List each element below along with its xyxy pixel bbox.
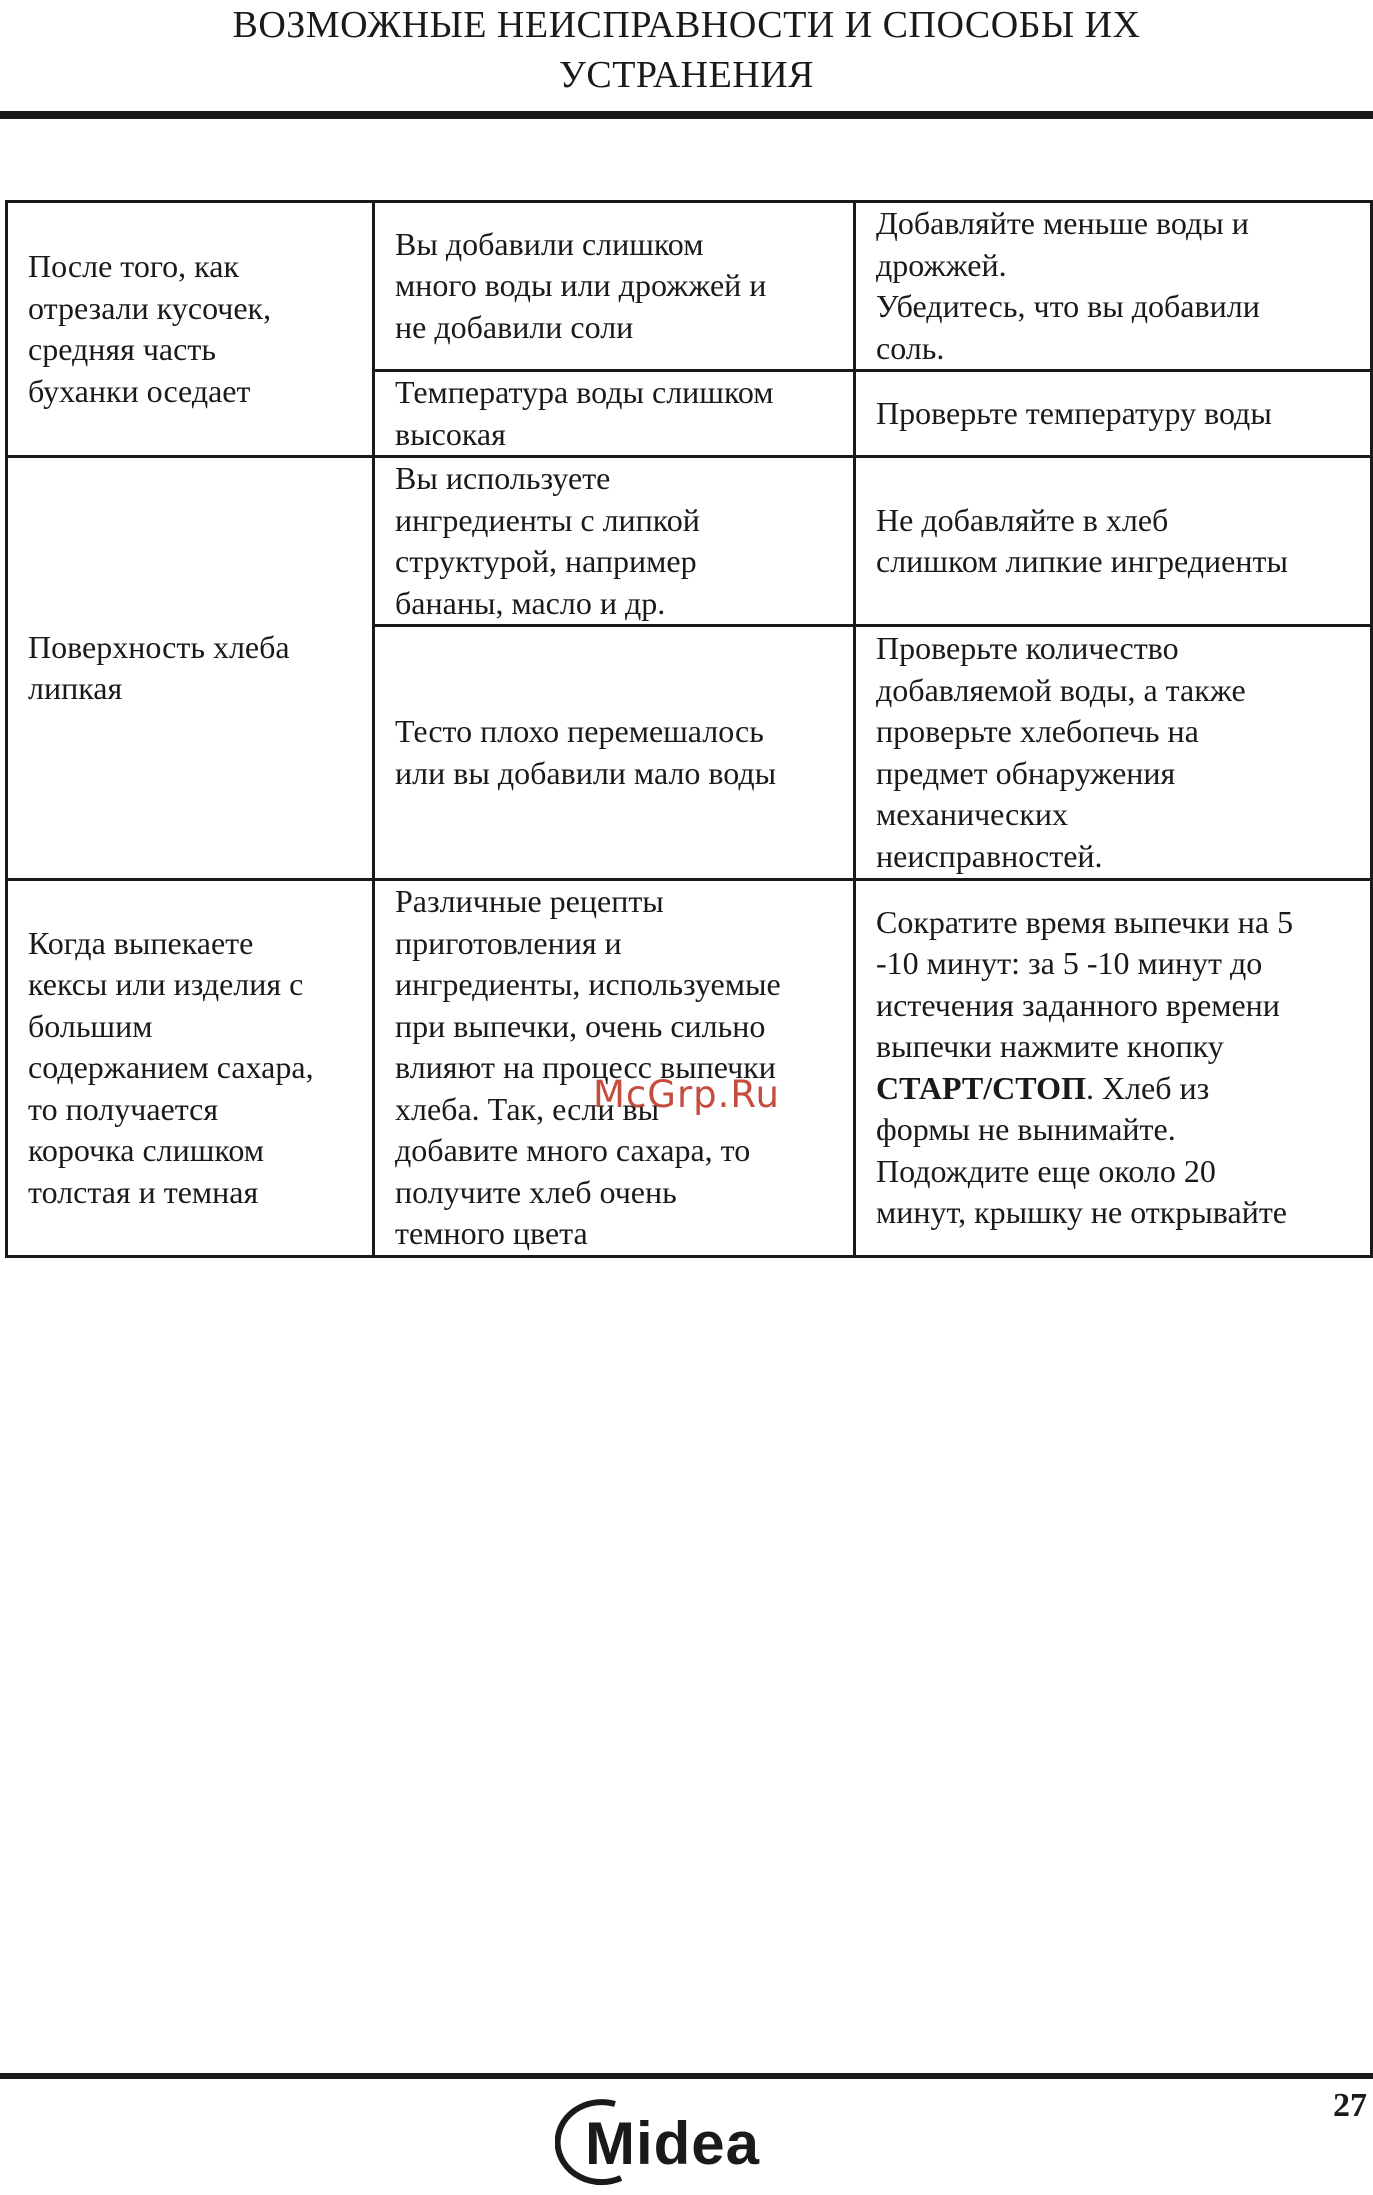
page-title-line-2: УСТРАНЕНИЯ	[558, 54, 815, 96]
page-title	[0, 0, 1373, 100]
cause-cell: Различные рецепты приготовления и ингредиенты, используемые при выпечки, очень сильно влияют на процесс выпечки хлеба. Так, если вы добавите много сахара, то получите хлеб очень темного цвета	[374, 880, 855, 1257]
solution-cell: Сократите время выпечки на 5 -10 минут: за 5 -10 минут до истечения заданного времени выпечки нажмите кнопку СТАРТ/СТОП. Хлеб из формы не вынимайте. Подождите еще около 20 минут, крышку не открывайте	[855, 880, 1372, 1257]
page-title-line-1: ВОЗМОЖНЫЕ НЕИСПРАВНОСТИ И СПОСОБЫ ИХ	[232, 4, 1141, 46]
midea-logo	[555, 2092, 815, 2192]
solution-cell: Проверьте количество добавляемой воды, а также проверьте хлебопечь на предмет обнаружения механических неисправностей.	[855, 626, 1372, 880]
page-number: 27	[1333, 2087, 1367, 2124]
solution-cell: Добавляйте меньше воды и дрожжей. Убедитесь, что вы добавили соль.	[855, 202, 1372, 371]
cause-cell: Вы используете ингредиенты с липкой структурой, например бананы, масло и др.	[374, 457, 855, 626]
table-row	[7, 457, 1372, 626]
problem-cell: Поверхность хлеба липкая	[7, 457, 374, 880]
solution-cell: Проверьте температуру воды	[855, 371, 1372, 457]
brand-name: Midea	[585, 2110, 761, 2177]
solution-cell: Не добавляйте в хлеб слишком липкие ингредиенты	[855, 457, 1372, 626]
problem-cell: После того, как отрезали кусочек, средняя часть буханки оседает	[7, 202, 374, 457]
cause-cell: Тесто плохо перемешалось или вы добавили мало воды	[374, 626, 855, 880]
start-stop-button-name: СТАРТ/СТОП	[876, 1069, 1086, 1106]
header-divider	[0, 111, 1373, 119]
cause-cell: Температура воды слишком высокая	[374, 371, 855, 457]
watermark: McGrp.Ru	[593, 1073, 780, 1116]
table-row	[7, 202, 1372, 371]
table-row	[7, 880, 1372, 1257]
problem-cell: Когда выпекаете кексы или изделия с большим содержанием сахара, то получается корочка слишком толстая и темная	[7, 880, 374, 1257]
footer-divider	[0, 2073, 1373, 2079]
cause-cell: Вы добавили слишком много воды или дрожжей и не добавили соли	[374, 202, 855, 371]
